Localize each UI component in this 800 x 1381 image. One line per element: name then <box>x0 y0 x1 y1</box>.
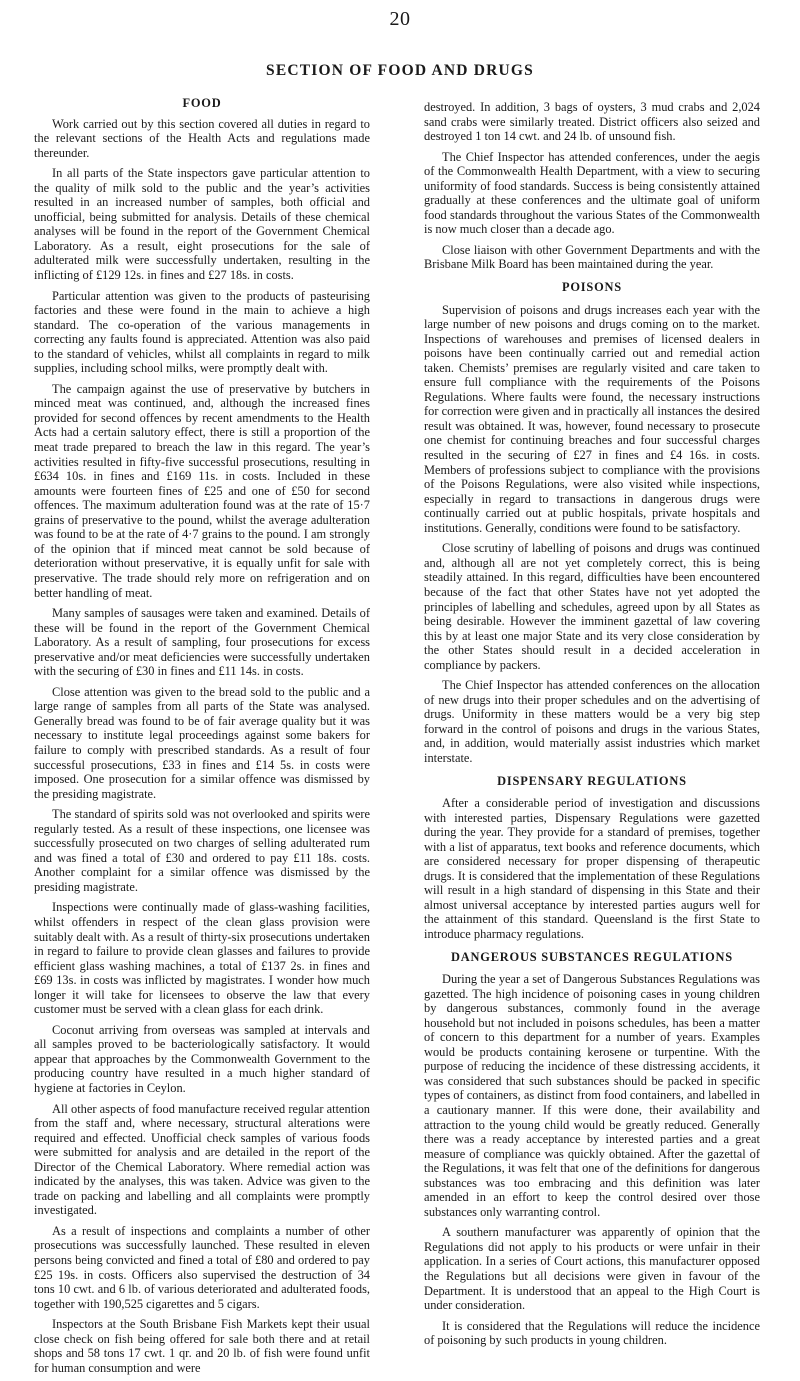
food-heading: FOOD <box>182 96 222 110</box>
left-column <box>34 96 370 1381</box>
paragraph: Inspections were continually made of glass-washing facilities, whilst offenders in respect of the clean glass provision were suitably dealt with. As a result of thirty-six prosecutions undertaken in regard to failure to provide clean glasses and failures to provide efficient glass washing machines, a total of £137 2s. in fines and £69 13s. in costs was inflicted by magistrates. I wonder how much longer it will take for licensees to observe the law that every customer must be served with a clean glass for each drink. <box>34 900 370 1017</box>
section-title: SECTION OF FOOD AND DRUGS <box>266 62 534 79</box>
paragraph: Many samples of sausages were taken and examined. Details of these will be found in the report of the Government Chemical Laboratory. As a result of sampling, four prosecutions for excess preservative and/or meat deficiencies were successfully undertaken with the securing of £30 in fines and £11 14s. in costs. <box>34 606 370 679</box>
poisons-heading: POISONS <box>562 280 622 295</box>
paragraph: The Chief Inspector has attended conferences, under the aegis of the Commonwealth Health Department, with a view to securing uniformity of food standards. Success is being consistently attained gradually at these conferences and the ultimate goal of uniform food standards throughout the various States of the Commonwealth is now much closer than a decade ago. <box>424 149 760 237</box>
paragraph: In all parts of the State inspectors gave particular attention to the quality of milk sold to the public and the year’s activities resulted in an increased number of samples, both official and unofficial, being submitted for analysis. Details of these chemical analyses will be found in the report of the Government Chemical Laboratory. As a result, eight prosecutions for the sale of adulterated milk were successfully undertaken, resulting in the inflicting of £129 12s. in fines and £27 18s. in costs. <box>34 166 370 283</box>
paragraph: Close attention was given to the bread sold to the public and a large range of samples from all parts of the State was analysed. Generally bread was found to be of fair average quality but it was necessary to institute legal proceedings against some bakers for failure to comply with prescribed standards. As a result of four successful prosecutions, £33 in fines and £14 5s. in costs were imposed. One prosecution for a similar offence was dismissed by the presiding magistrate. <box>34 684 370 801</box>
paragraph: After a considerable period of investigation and discussions with interested parties, Dispensary Regulations were gazetted during the year. They provide for a standard of premises, together with a list of apparatus, text books and reference documents, which are considered necessary for proper dispensing of therapeutic drugs. It is considered that the implementation of these Regulations will result in a high standard of dispensing in this State and their almost universal acceptance by interested parties augurs well for the attainment of this standard. Queensland is the first State to introduce pharmacy regulations. <box>424 796 760 941</box>
page-number: 20 <box>389 8 411 30</box>
paragraph: Close liaison with other Government Departments and with the Brisbane Milk Board has been maintained during the year. <box>424 242 760 272</box>
paragraph: Supervision of poisons and drugs increases each year with the large number of new poisons and drugs coming on to the market. Inspections of warehouses and premises of licensed dealers in poisons have been continually carried out and remedial action taken. Chemists’ premises are regularly visited and care taken to ensure full compliance with the requirements of the Poisons Regulations. Where faults were found, the necessary instructions for correction were given and in practically all instances the desired result was obtained. It was, however, found necessary to prosecute one chemist for continuing breaches and four successful charges resulted in the securing of £27 in fines and £4 16s. in costs. Members of professions subject to compliance with the provisions of the Poisons Regulations, were also visited while inspections, especially in regard to transactions in dangerous drugs were continually carried out at public hospitals, private hospitals and institutions. Generally, conditions were found to be satisfactory. <box>424 302 760 535</box>
dangerous-substances-heading: DANGEROUS SUBSTANCES REGULATIONS <box>451 949 733 964</box>
paragraph: destroyed. In addition, 3 bags of oysters, 3 mud crabs and 2,024 sand crabs were similarly treated. District officers also seized and destroyed 1 ton 14 cwt. and 24 lb. of unsound fish. <box>424 100 760 144</box>
paragraph: Close scrutiny of labelling of poisons and drugs was continued and, although all are not yet completely correct, this is being steadily attained. In this regard, difficulties have been encountered because of the fact that other States have not yet adopted the principles of labelling and schedules, agreed upon by all States as being desirable. However the imminent gazettal of law covering this by at least one major State and its very close consideration by the other States should result in a decided acceleration in compliance by packers. <box>424 541 760 672</box>
paragraph: Particular attention was given to the products of pasteurising factories and these were found in the main to achieve a high standard. The co-operation of the various managements in correcting any faults found is appreciated. Attention was also paid to the standard of vehicles, whilst all complaints in regard to milk supplies, including school milks, were promptly dealt with. <box>34 288 370 376</box>
paragraph: Work carried out by this section covered all duties in regard to the relevant sections of the Health Acts and regulations made thereunder. <box>34 116 370 160</box>
paragraph: All other aspects of food manufacture received regular attention from the staff and, where necessary, structural alterations were required and effected. Unofficial check samples of various foods were submitted for analysis and are detailed in the report of the Director of the Chemical Laboratory. Where remedial action was indicated by the analyses, this was taken. Advice was given to the trade on packing and labelling and all complaints were promptly investigated. <box>34 1101 370 1218</box>
paragraph: During the year a set of Dangerous Substances Regulations was gazetted. The high incidence of poisoning cases in young children by dangerous substances, commonly found in the average household but not included in poisons schedules, has been a matter of concern to this department for a number of years. Examples would be products containing kerosene or turpentine. With the purpose of reducing the incidence of these distressing accidents, it was considered that such substances should be packed in specific types of containers, as distinct from food containers, and labelled in a cautionary manner. If this were done, their availability and attraction to the young child would be greatly reduced. Generally there was a ready acceptance by interested parties and a great measure of compliance was quickly obtained. After the gazettal of the Regulations, it was felt that one of the definitions for dangerous substances was too embracing and this definition was later amended in an effort to keep the control desired over those substances only warranting control. <box>424 972 760 1219</box>
paragraph: It is considered that the Regulations will reduce the incidence of poisoning by such products in young children. <box>424 1318 760 1348</box>
paragraph: Coconut arriving from overseas was sampled at intervals and all samples proved to be bacteriologically satisfactory. It would appear that approaches by the Commonwealth Government to the producing country have resulted in a much higher standard of hygiene at factories in Ceylon. <box>34 1022 370 1095</box>
paragraph: The Chief Inspector has attended conferences on the allocation of new drugs into their proper schedules and on the advertising of drugs. Uniformity in these matters would be a very big step forward in the control of poisons and drugs in the various States, and, in addition, would materially assist industries which market interstate. <box>424 678 760 765</box>
paragraph: As a result of inspections and complaints a number of other prosecutions was successfully launched. These resulted in eleven persons being convicted and fined a total of £80 and ordered to pay £25 19s. in costs. Officers also supervised the destruction of 34 tons 10 cwt. and 6 lb. of various deteriorated and adulterated foods, together with 190,525 cigarettes and 5 cigars. <box>34 1223 370 1311</box>
right-column <box>424 100 760 1354</box>
dispensary-regulations-heading: DISPENSARY REGULATIONS <box>497 773 687 788</box>
paragraph: The campaign against the use of preservative by butchers in minced meat was continued, and, although the increased fines provided for second offences by recent amendments to the Health Acts had a certain salutory effect, there is still a proportion of the meat trade prepared to breach the law in this regard. The year’s activities resulted in fifty-five successful prosecutions, resulting in £634 10s. in fines and £169 11s. in costs. Included in these amounts were fourteen fines of £25 and one of £50 for second offences. The maximum adulteration found was at the rate of 15·7 grains of preservative to the pound, whilst the average adulteration was found to be at the rate of 4·7 grains to the pound. I am strongly of the opinion that if minced meat cannot be sold because of deterioration without preservative, it is equally unfit for sale with preservative. The trade should rely more on refrigeration and on better handling of meat. <box>34 381 370 600</box>
paragraph: The standard of spirits sold was not overlooked and spirits were regularly tested. As a result of these inspections, one licensee was successfully prosecuted on two charges of selling adulterated rum and was fined a total of £30 and ordered to pay £11 18s. costs. Another complaint for a similar offence was dismissed by the presiding magistrate. <box>34 807 370 894</box>
paragraph: Inspectors at the South Brisbane Fish Markets kept their usual close check on fish being offered for sale both there and at retail shops and 58 tons 17 cwt. 1 qr. and 20 lb. of fish were found unfit for human consumption and were <box>34 1317 370 1375</box>
paragraph: A southern manufacturer was apparently of opinion that the Regulations did not apply to his products or were unfair in their application. In a series of Court actions, this manufacturer opposed the Regulations but all decisions were given in favour of the Department. It is understood that an appeal to the High Court is under consideration. <box>424 1225 760 1313</box>
